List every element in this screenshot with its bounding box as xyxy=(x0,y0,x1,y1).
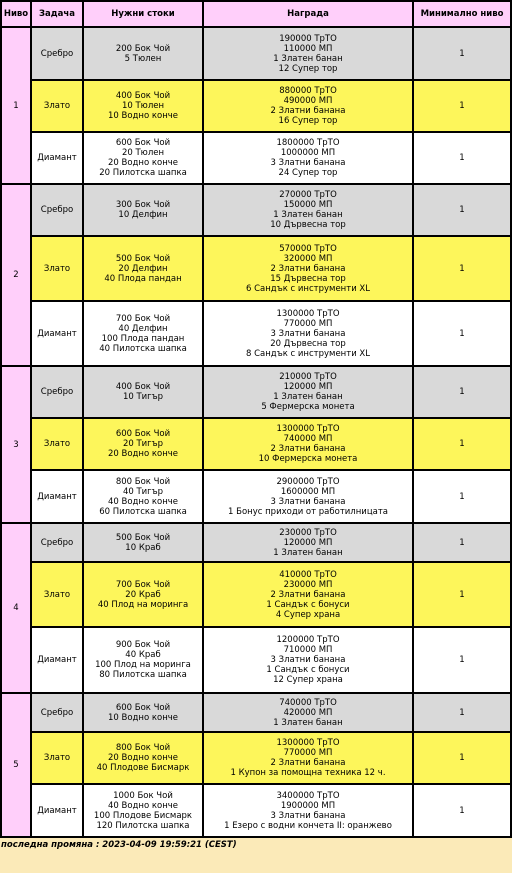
reward-cell xyxy=(203,562,413,627)
reward-line: 2900000 ТрТО xyxy=(276,476,340,487)
goods-line: 10 Краб xyxy=(125,542,161,553)
task-cell: Диамант xyxy=(31,784,83,837)
reward-line: 24 Супер тор xyxy=(278,168,338,178)
goods-cell xyxy=(83,132,203,184)
header-level: Ниво xyxy=(1,1,31,27)
reward-cell xyxy=(203,27,413,80)
reward-line: 740000 МП xyxy=(283,434,333,444)
reward-cell xyxy=(203,784,413,837)
table-row xyxy=(1,236,511,301)
goods-cell xyxy=(83,470,203,523)
goods-line: 200 Бок Чой xyxy=(115,43,171,54)
task-cell: Злато xyxy=(31,732,83,784)
min-level-cell: 1 xyxy=(413,523,511,562)
goods-line: 20 Водно конче xyxy=(107,449,179,459)
header-task: Задача xyxy=(31,1,83,27)
level-cell: 5 xyxy=(1,693,31,837)
min-level-cell: 1 xyxy=(413,418,511,470)
goods-line: 80 Пилотска шапка xyxy=(99,670,187,680)
reward-line: 1 Сандък с бонуси xyxy=(266,599,350,610)
goods-line: 100 Плод на моринга xyxy=(95,660,191,670)
reward-line: 1000000 МП xyxy=(280,148,336,158)
reward-line: 1900000 МП xyxy=(280,800,336,811)
table-row xyxy=(1,470,511,523)
goods-cell xyxy=(83,418,203,470)
header-goods: Нужни стоки xyxy=(83,1,203,27)
reward-cell xyxy=(203,236,413,301)
min-level-cell: 1 xyxy=(413,784,511,837)
goods-line: 700 Бок Чой xyxy=(115,579,171,590)
reward-line: 320000 МП xyxy=(283,253,333,264)
reward-line: 490000 МП xyxy=(283,96,333,106)
reward-line: 410000 ТрТО xyxy=(279,569,337,580)
table-row xyxy=(1,132,511,184)
reward-line: 3 Златни банана xyxy=(270,655,346,665)
goods-line: 20 Водно конче xyxy=(107,753,179,763)
goods-line: 40 Делфин xyxy=(118,323,168,334)
reward-line: 20 Дървесна тор xyxy=(270,338,346,349)
goods-line: 500 Бок Чой xyxy=(115,532,171,543)
reward-line: 2 Златни банана xyxy=(270,758,346,768)
goods-line: 10 Тигър xyxy=(122,392,164,402)
goods-cell xyxy=(83,562,203,627)
reward-line: 1600000 МП xyxy=(280,486,336,497)
goods-line: 100 Плода пандан xyxy=(101,333,185,344)
min-level-cell: 1 xyxy=(413,562,511,627)
table-row xyxy=(1,523,511,562)
task-cell: Злато xyxy=(31,418,83,470)
goods-line: 20 Тюлен xyxy=(121,148,165,158)
reward-line: 1 Златен банан xyxy=(273,392,343,402)
task-cell: Злато xyxy=(31,236,83,301)
reward-line: 3400000 ТрТО xyxy=(276,790,340,801)
goods-line: 40 Тигър xyxy=(122,486,164,497)
goods-line: 20 Тигър xyxy=(122,439,164,449)
task-cell: Диамант xyxy=(31,301,83,366)
reward-line: 6 Сандък с инструменти XL xyxy=(246,283,370,294)
goods-line: 800 Бок Чой xyxy=(115,476,171,487)
goods-cell xyxy=(83,366,203,418)
reward-line: 1800000 ТрТО xyxy=(276,138,340,148)
reward-line: 2 Златни банана xyxy=(270,263,346,274)
min-level-cell: 1 xyxy=(413,627,511,693)
table-row xyxy=(1,366,511,418)
goods-line: 40 Водно конче xyxy=(107,496,179,507)
reward-cell xyxy=(203,627,413,693)
goods-line: 500 Бок Чой xyxy=(115,253,171,264)
task-cell: Диамант xyxy=(31,627,83,693)
reward-line: 1300000 ТрТО xyxy=(276,424,340,434)
reward-line: 740000 ТрТО xyxy=(279,697,337,708)
header-reward: Награда xyxy=(203,1,413,27)
reward-line: 1300000 ТрТО xyxy=(276,738,340,748)
reward-line: 5 Фермерска монета xyxy=(261,402,355,412)
goods-cell xyxy=(83,27,203,80)
reward-cell xyxy=(203,366,413,418)
reward-cell xyxy=(203,132,413,184)
reward-cell xyxy=(203,732,413,784)
goods-cell xyxy=(83,627,203,693)
reward-line: 1 Златен банан xyxy=(273,53,343,64)
min-level-cell: 1 xyxy=(413,366,511,418)
goods-line: 10 Тюлен xyxy=(121,101,165,111)
reward-line: 230000 ТрТО xyxy=(279,527,337,538)
reward-line: 15 Дървесна тор xyxy=(270,273,346,284)
task-cell: Сребро xyxy=(31,523,83,562)
reward-line: 570000 ТрТО xyxy=(279,243,337,254)
reward-line: 120000 МП xyxy=(283,382,333,392)
goods-line: 600 Бок Чой xyxy=(115,429,171,439)
goods-line: 5 Тюлен xyxy=(124,53,162,64)
reward-cell xyxy=(203,80,413,132)
reward-line: 770000 МП xyxy=(283,748,333,758)
reward-line: 12 Супер храна xyxy=(273,675,343,685)
goods-line: 20 Водно конче xyxy=(107,158,179,168)
reward-cell xyxy=(203,523,413,562)
goods-cell xyxy=(83,80,203,132)
reward-line: 8 Сандък с инструменти XL xyxy=(246,348,370,359)
reward-cell xyxy=(203,693,413,732)
reward-line: 2 Златни банана xyxy=(270,589,346,600)
goods-line: 120 Пилотска шапка xyxy=(96,820,190,831)
task-cell: Злато xyxy=(31,80,83,132)
goods-line: 900 Бок Чой xyxy=(115,640,171,650)
task-cell: Сребро xyxy=(31,693,83,732)
goods-line: 10 Водно конче xyxy=(107,111,179,121)
goods-line: 10 Делфин xyxy=(118,210,168,220)
goods-cell xyxy=(83,184,203,236)
goods-line: 600 Бок Чой xyxy=(115,702,171,713)
reward-line: 770000 МП xyxy=(283,318,333,329)
task-cell: Диамант xyxy=(31,470,83,523)
min-level-cell: 1 xyxy=(413,184,511,236)
reward-line: 3 Златни банана xyxy=(270,810,346,821)
goods-line: 40 Плода пандан xyxy=(104,273,182,284)
goods-line: 20 Делфин xyxy=(118,263,168,274)
level-cell: 1 xyxy=(1,27,31,184)
goods-line: 1000 Бок Чой xyxy=(113,790,173,801)
reward-line: 4 Супер храна xyxy=(275,609,341,620)
goods-line: 40 Краб xyxy=(125,650,161,660)
reward-line: 120000 МП xyxy=(283,537,333,548)
table-row xyxy=(1,784,511,837)
reward-line: 1 Бонус приходи от работилницата xyxy=(228,506,388,517)
reward-line: 420000 МП xyxy=(283,707,333,718)
header-min-level: Минимално ниво xyxy=(413,1,511,27)
table-row xyxy=(1,184,511,236)
task-cell: Сребро xyxy=(31,184,83,236)
reward-line: 150000 МП xyxy=(283,200,333,210)
last-modified: последна промяна : 2023-04-09 19:59:21 (CEST) xyxy=(1,840,237,850)
goods-cell xyxy=(83,784,203,837)
reward-line: 230000 МП xyxy=(283,579,333,590)
goods-cell xyxy=(83,693,203,732)
goods-cell xyxy=(83,301,203,366)
goods-line: 40 Плодове Бисмарк xyxy=(96,763,190,773)
goods-line: 40 Плод на моринга xyxy=(97,599,189,610)
goods-line: 20 Краб xyxy=(125,589,161,600)
reward-cell xyxy=(203,470,413,523)
reward-line: 1200000 ТрТО xyxy=(276,635,340,645)
goods-line: 20 Пилотска шапка xyxy=(99,168,187,178)
table-row xyxy=(1,627,511,693)
reward-cell xyxy=(203,184,413,236)
min-level-cell: 1 xyxy=(413,27,511,80)
min-level-cell: 1 xyxy=(413,732,511,784)
goods-cell xyxy=(83,523,203,562)
reward-line: 1 Сандък с бонуси xyxy=(266,665,350,675)
reward-cell xyxy=(203,418,413,470)
goods-line: 10 Водно конче xyxy=(107,712,179,723)
table-row xyxy=(1,562,511,627)
task-cell: Сребро xyxy=(31,27,83,80)
goods-line: 600 Бок Чой xyxy=(115,138,171,148)
reward-line: 10 Фермерска монета xyxy=(258,454,358,464)
reward-line: 210000 ТрТО xyxy=(279,372,337,382)
reward-line: 880000 ТрТО xyxy=(279,86,337,96)
min-level-cell: 1 xyxy=(413,693,511,732)
reward-line: 3 Златни банана xyxy=(270,158,346,168)
level-cell: 4 xyxy=(1,523,31,693)
reward-line: 3 Златни банана xyxy=(270,328,346,339)
reward-line: 1 Златен банан xyxy=(273,717,343,728)
table-row xyxy=(1,27,511,80)
table-row xyxy=(1,301,511,366)
goods-line: 400 Бок Чой xyxy=(115,91,171,101)
reward-line: 190000 ТрТО xyxy=(279,33,337,44)
table-row xyxy=(1,418,511,470)
task-cell: Злато xyxy=(31,562,83,627)
reward-line: 1 Златен банан xyxy=(273,547,343,558)
min-level-cell: 1 xyxy=(413,236,511,301)
reward-line: 1300000 ТрТО xyxy=(276,308,340,319)
goods-line: 60 Пилотска шапка xyxy=(99,506,187,517)
goods-line: 40 Пилотска шапка xyxy=(99,343,187,354)
reward-line: 12 Супер тор xyxy=(278,63,338,74)
reward-cell xyxy=(203,301,413,366)
reward-line: 3 Златни банана xyxy=(270,496,346,507)
table-body xyxy=(1,27,511,837)
goods-line: 40 Водно конче xyxy=(107,800,179,811)
task-cell: Диамант xyxy=(31,132,83,184)
reward-line: 1 Езеро с водни кончета II: оранжево xyxy=(224,820,392,831)
table-row xyxy=(1,732,511,784)
goods-line: 100 Плодове Бисмарк xyxy=(93,810,193,821)
level-cell: 2 xyxy=(1,184,31,366)
reward-line: 2 Златни банана xyxy=(270,106,346,116)
reward-line: 1 Купон за помощна техника 12 ч. xyxy=(230,768,386,778)
task-cell: Сребро xyxy=(31,366,83,418)
table-row xyxy=(1,80,511,132)
reward-line: 2 Златни банана xyxy=(270,444,346,454)
goods-line: 800 Бок Чой xyxy=(115,743,171,753)
table-row xyxy=(1,693,511,732)
goods-cell xyxy=(83,236,203,301)
reward-line: 110000 МП xyxy=(283,43,333,54)
min-level-cell: 1 xyxy=(413,132,511,184)
goods-line: 300 Бок Чой xyxy=(115,200,171,210)
min-level-cell: 1 xyxy=(413,80,511,132)
header-row xyxy=(1,1,511,27)
reward-line: 10 Дървесна тор xyxy=(270,220,346,230)
goods-line: 400 Бок Чой xyxy=(115,382,171,392)
reward-line: 270000 ТрТО xyxy=(279,190,337,200)
reward-line: 16 Супер тор xyxy=(278,116,338,126)
level-cell: 3 xyxy=(1,366,31,523)
goods-cell xyxy=(83,732,203,784)
reward-line: 710000 МП xyxy=(283,645,333,655)
reward-line: 1 Златен банан xyxy=(273,210,343,220)
goods-line: 700 Бок Чой xyxy=(115,313,171,324)
min-level-cell: 1 xyxy=(413,301,511,366)
min-level-cell: 1 xyxy=(413,470,511,523)
